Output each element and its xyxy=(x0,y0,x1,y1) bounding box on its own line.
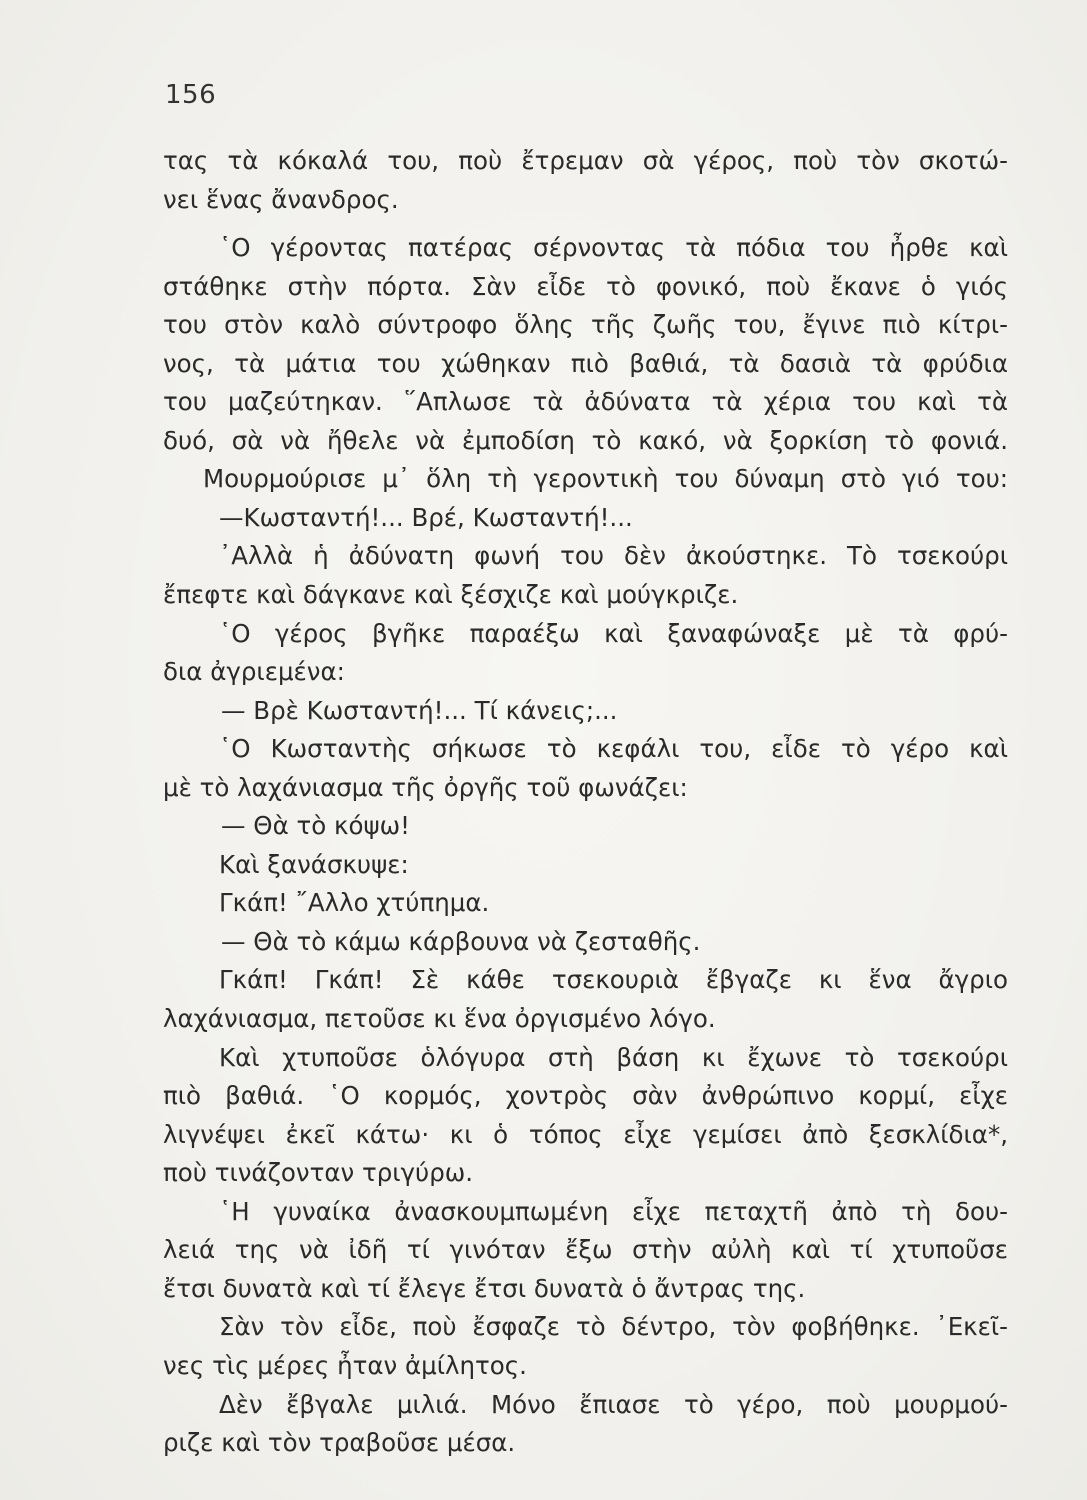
text-line: ῾Ο γέρος βγῆκε παραέξω καὶ ξαναφώναξε μὲ τὰ φρύ- xyxy=(219,618,1008,648)
text-line: πιὸ βαθιά. ῾Ο κορμός, χοντρὸς σὰν ἀνθρώπινο κορμί, εἶχε xyxy=(163,1081,1008,1111)
text-line: Δὲν ἔβγαλε μιλιά. Μόνο ἔπιασε τὸ γέρο, ποὺ μουρμού- xyxy=(219,1389,1008,1419)
page-body-text xyxy=(163,142,1008,1463)
text-line: νος, τὰ μάτια του χώθηκαν πιὸ βαθιά, τὰ δασιὰ τὰ φρύδια xyxy=(163,348,1008,378)
text-line: ῾Ο γέροντας πατέρας σέρνοντας τὰ πόδια του ἦρθε καὶ xyxy=(219,233,1008,263)
text-line: ριζε καὶ τὸν τραβοῦσε μέσα. xyxy=(163,1428,516,1458)
text-line: Γκάπ! Γκάπ! Σὲ κάθε τσεκουριὰ ἔβγαζε κι ἕνα ἄγριο xyxy=(219,965,1008,995)
text-line: — Θὰ τὸ κάμω κάρβουνα νὰ ζεσταθῆς. xyxy=(221,926,701,956)
text-line: τας τὰ κόκαλά του, ποὺ ἔτρεμαν σὰ γέρος, ποὺ τὸν σκοτώ- xyxy=(163,146,1008,175)
text-line: ῾Η γυναίκα ἀνασκουμπωμένη εἶχε πεταχτῆ ἀπὸ τὴ δου- xyxy=(219,1196,1008,1226)
text-line: ᾿Αλλὰ ἡ ἀδύνατη φωνή του δὲν ἀκούστηκε. Τὸ τσεκούρι xyxy=(219,541,1008,571)
text-line: ἔπεφτε καὶ δάγκανε καὶ ξέσχιζε καὶ μούγκριζε. xyxy=(163,580,739,610)
text-line: —Κωσταντή!... Βρέ, Κωσταντή!... xyxy=(219,502,633,532)
page-number: 156 xyxy=(165,80,217,110)
text-line: δια ἀγριεμένα: xyxy=(163,657,345,687)
text-line: λαχάνιασμα, πετοῦσε κι ἕνα ὀργισμένο λόγο. xyxy=(163,1004,716,1034)
text-line: — Βρὲ Κωσταντή!... Τί κάνεις;... xyxy=(221,695,618,725)
text-line: δυό, σὰ νὰ ἤθελε νὰ ἐμποδίση τὸ κακό, νὰ ξορκίση τὸ φονιά. xyxy=(163,425,1008,455)
text-line: Μουρμούρισε μ᾿ ὅλη τὴ γεροντικὴ του δύναμη στὸ γιό του: xyxy=(203,464,1008,494)
text-line: Καὶ χτυποῦσε ὁλόγυρα στὴ βάση κι ἔχωνε τὸ τσεκούρι xyxy=(219,1042,1008,1072)
text-line: — Θὰ τὸ κόψω! xyxy=(221,811,410,841)
text-line: Γκάπ! ῎Αλλο χτύπημα. xyxy=(219,888,490,918)
text-line: στάθηκε στὴν πόρτα. Σὰν εἶδε τὸ φονικό, ποὺ ἔκανε ὁ γιός xyxy=(163,271,1008,301)
text-line: ἔτσι δυνατὰ καὶ τί ἔλεγε ἔτσι δυνατὰ ὁ ἄντρας της. xyxy=(163,1273,806,1303)
text-line: Καὶ ξανάσκυψε: xyxy=(219,849,409,879)
text-line: λιγνέψει ἐκεῖ κάτω· κι ὁ τόπος εἶχε γεμίσει ἀπὸ ξεσκλίδια*, xyxy=(163,1119,1008,1149)
text-line: λειά της νὰ ἰδῆ τί γινόταν ἔξω στὴν αὐλὴ καὶ τί χτυποῦσε xyxy=(163,1235,1008,1265)
text-line: μὲ τὸ λαχάνιασμα τῆς ὀργῆς τοῦ φωνάζει: xyxy=(163,772,688,802)
text-line: του στὸν καλὸ σύντροφο ὅλης τῆς ζωῆς του, ἔγινε πιὸ κίτρι- xyxy=(163,310,1008,340)
text-line: νει ἕνας ἄνανδρος. xyxy=(163,184,399,214)
text-line: νες τὶς μέρες ἦταν ἀμίλητος. xyxy=(163,1350,527,1380)
text-line: του μαζεύτηκαν. ῞Απλωσε τὰ ἀδύνατα τὰ χέρια του καὶ τὰ xyxy=(163,387,1008,417)
text-line: Σὰν τὸν εἶδε, ποὺ ἔσφαζε τὸ δέντρο, τὸν φοβήθηκε. ᾿Εκεῖ- xyxy=(219,1312,1008,1342)
text-line: ῾Ο Κωσταντὴς σήκωσε τὸ κεφάλι του, εἶδε τὸ γέρο καὶ xyxy=(219,734,1008,764)
text-line: ποὺ τινάζονταν τριγύρω. xyxy=(163,1158,474,1188)
